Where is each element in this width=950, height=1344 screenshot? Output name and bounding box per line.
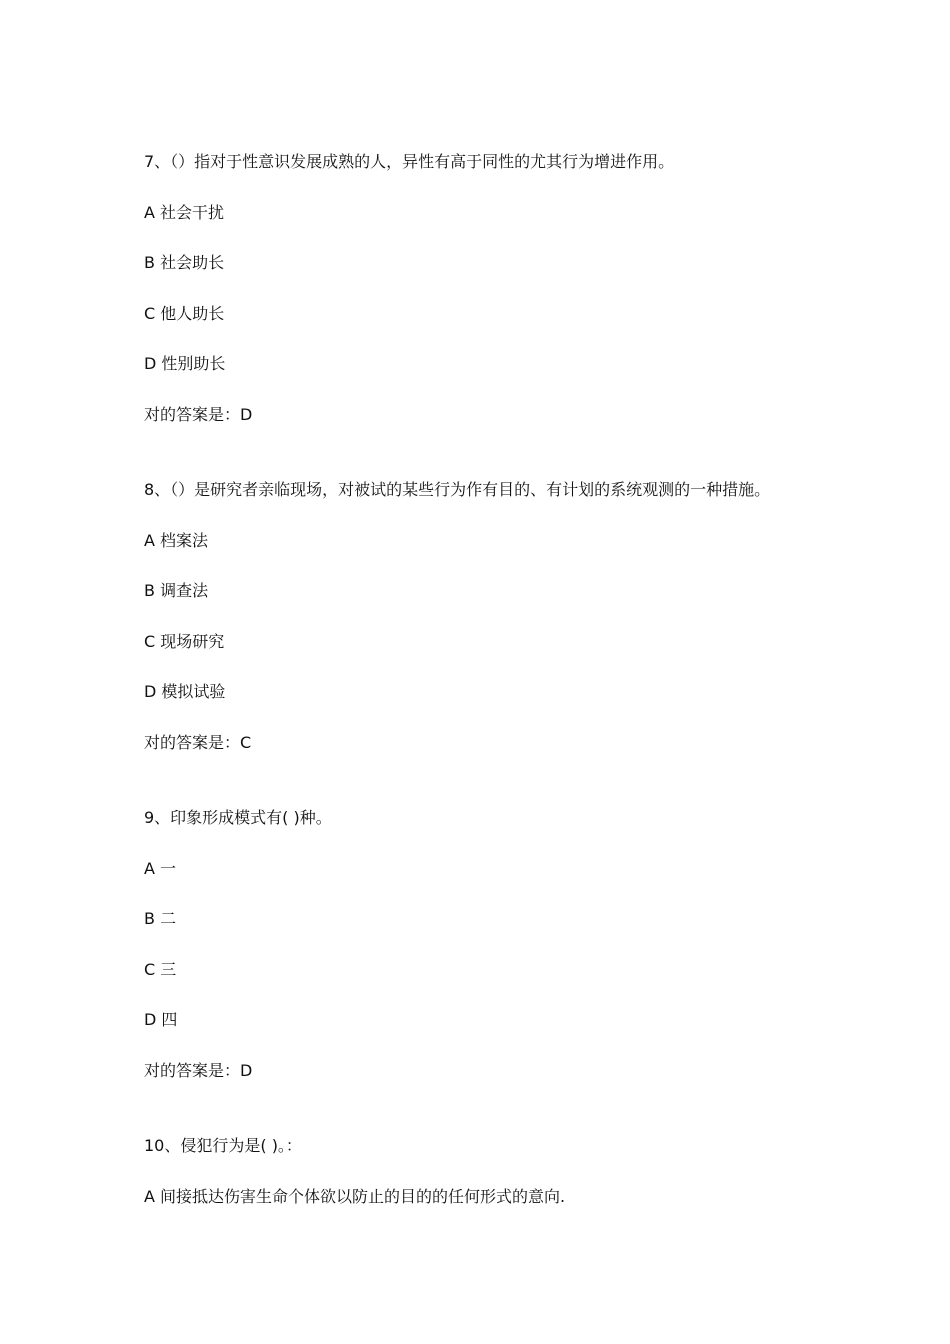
question-10-option-a: A 间接抵达伤害生命个体欲以防止的目的的任何形式的意向.: [144, 1187, 566, 1206]
question-9-option-b: B 二: [144, 909, 177, 928]
question-7-answer: 对的答案是：D: [144, 405, 253, 424]
question-8-option-a: A 档案法: [144, 531, 209, 550]
question-8-stem: 8、（）是研究者亲临现场，对被试的某些行为作有目的、有计划的系统观测的一种措施。: [144, 480, 771, 499]
question-9-option-a: A 一: [144, 859, 177, 878]
question-9-stem: 9、印象形成模式有( )种。: [144, 808, 332, 827]
question-8-option-d: D 模拟试验: [144, 682, 226, 701]
question-9-option-d: D 四: [144, 1010, 178, 1029]
question-8-option-c: C 现场研究: [144, 632, 225, 651]
question-7-option-a: A 社会干扰: [144, 203, 225, 222]
question-9-option-c: C 三: [144, 960, 177, 979]
question-9-answer: 对的答案是：D: [144, 1061, 253, 1080]
question-7-option-d: D 性别助长: [144, 354, 226, 373]
question-7-option-c: C 他人助长: [144, 304, 225, 323]
question-8-answer: 对的答案是：C: [144, 733, 252, 752]
question-8-option-b: B 调查法: [144, 581, 209, 600]
question-7-stem: 7、（）指对于性意识发展成熟的人，异性有高于同性的尤其行为增进作用。: [144, 152, 675, 171]
question-10-stem: 10、侵犯行为是( )。：: [144, 1136, 302, 1155]
question-7-option-b: B 社会助长: [144, 253, 225, 272]
